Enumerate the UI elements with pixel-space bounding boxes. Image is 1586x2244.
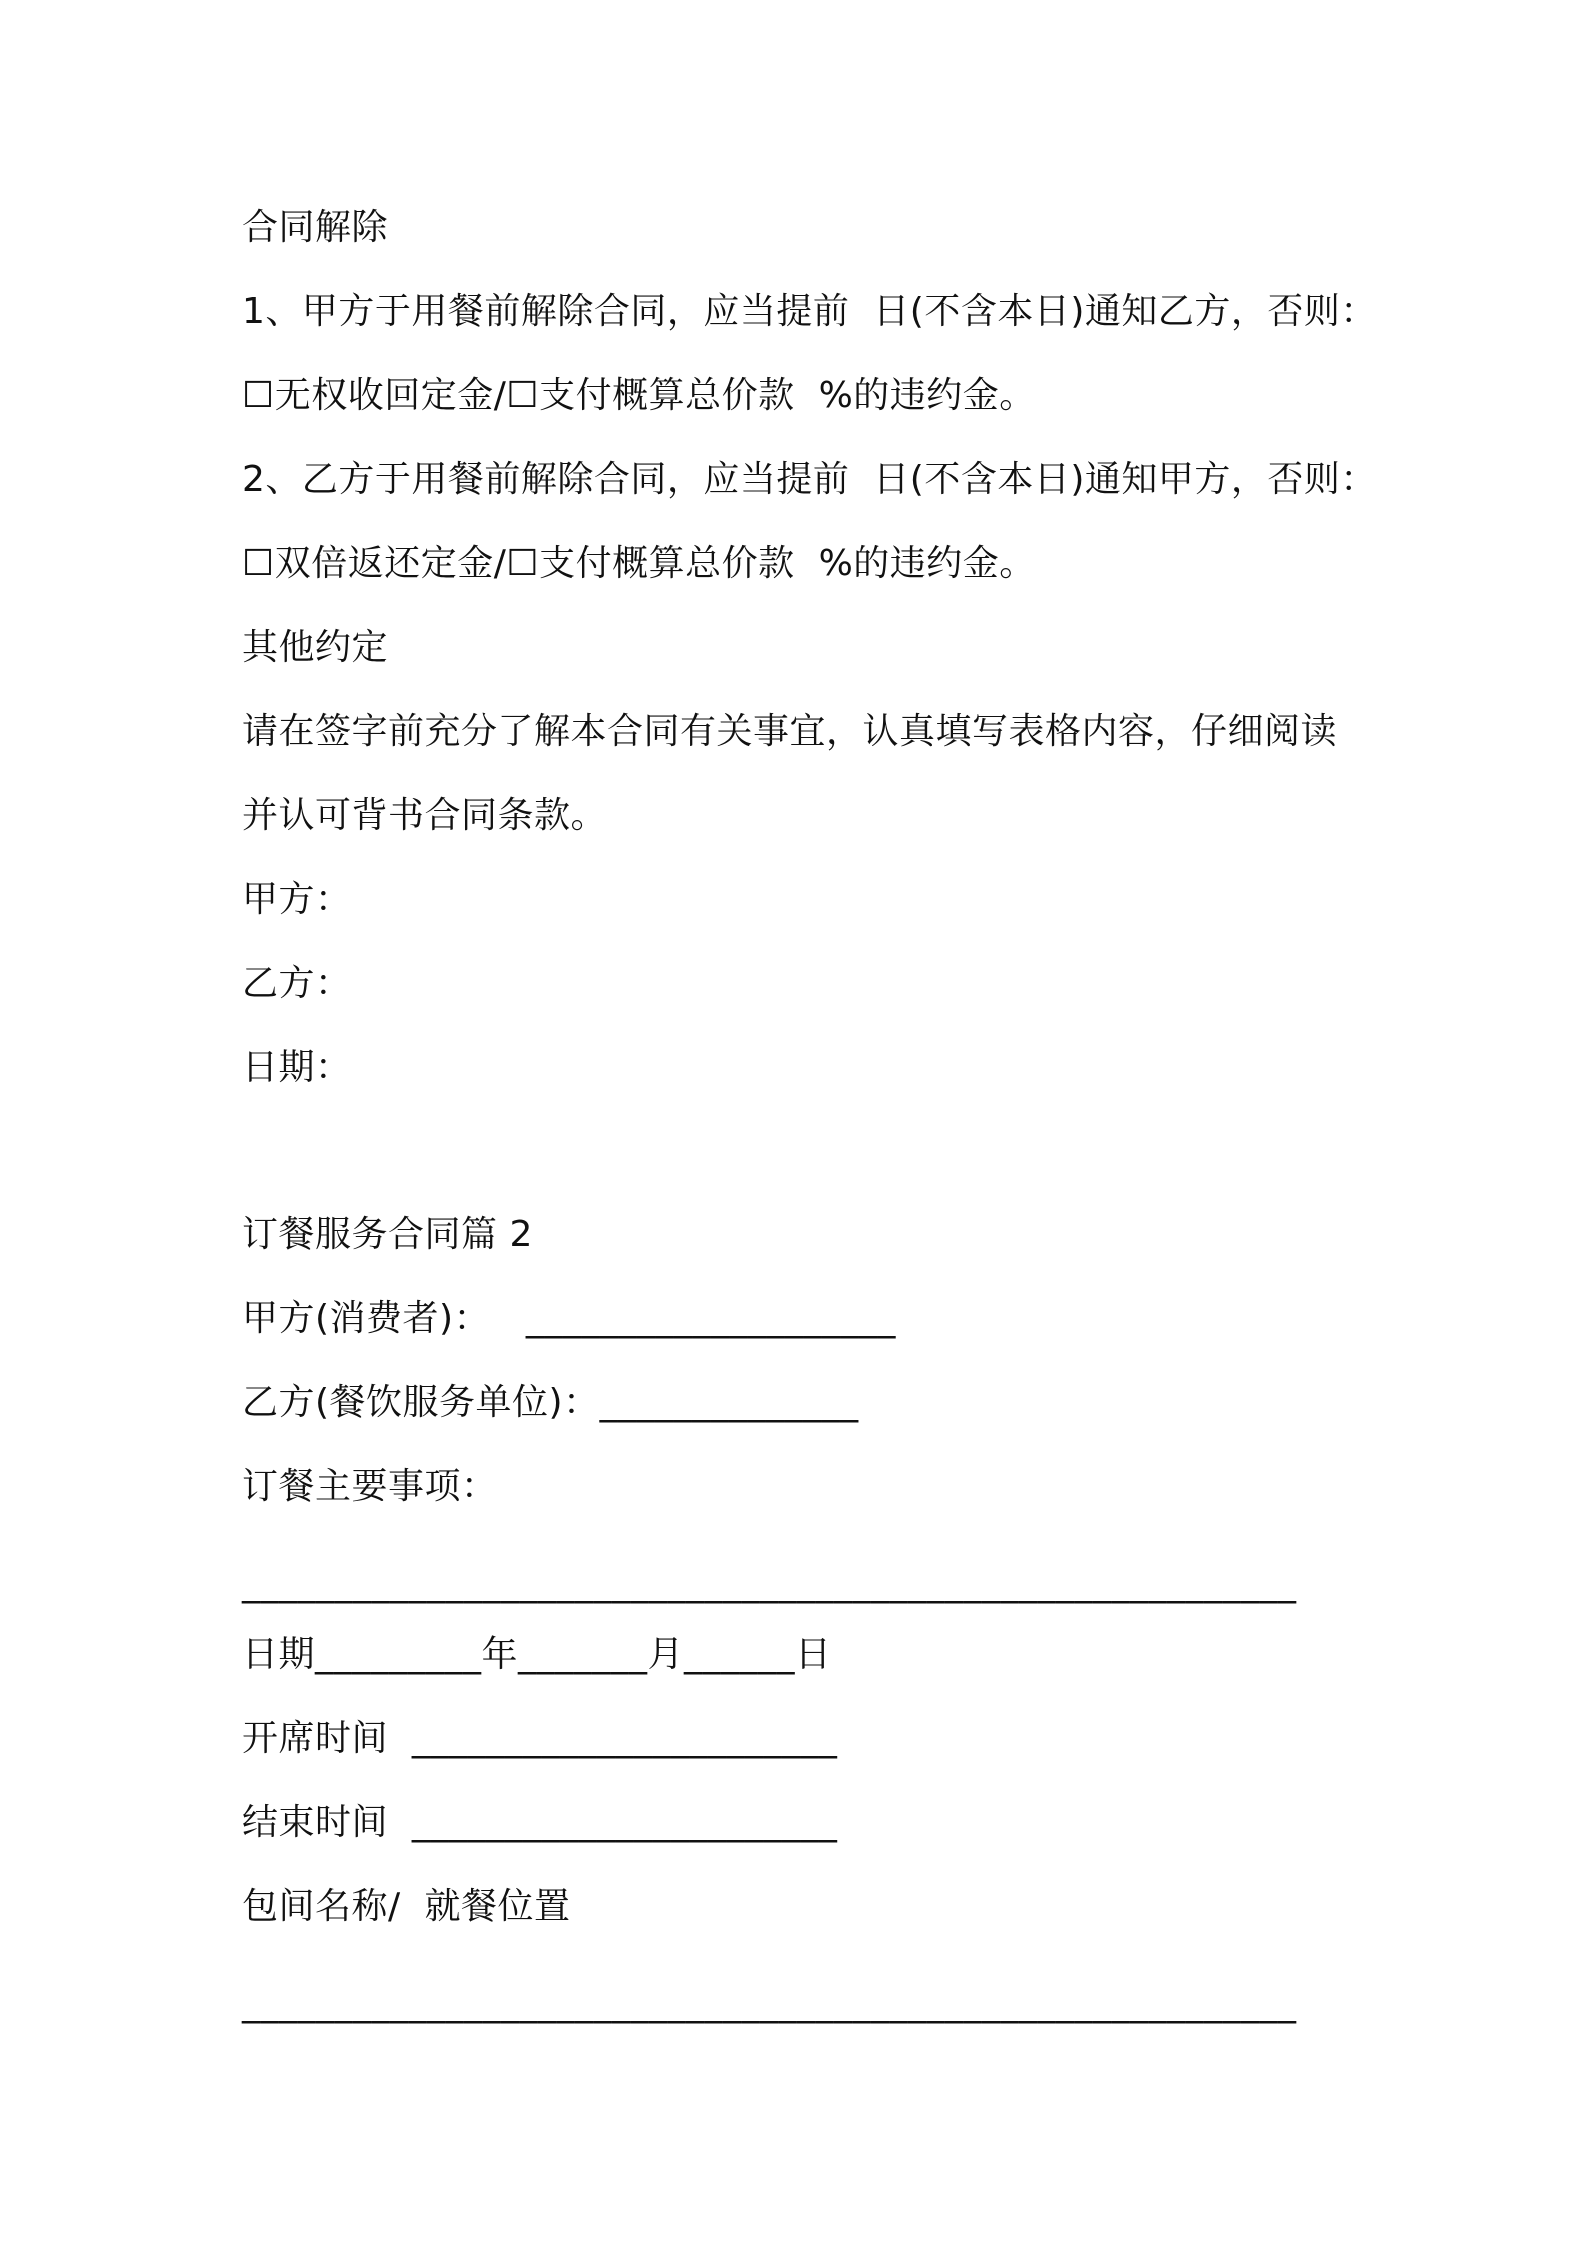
room-blank: _________________________________________________________	[242, 1983, 1297, 2024]
notice-line-2: 并认可背书合同条款。	[242, 795, 608, 836]
start-time-line: 开席时间 _______________________	[242, 1718, 838, 1759]
section-heading-other: 其他约定	[242, 627, 389, 668]
clause-2-options: ☐双倍返还定金/☐支付概算总价款 %的违约金。	[242, 543, 1036, 584]
contract-2-title: 订餐服务合同篇 2	[242, 1214, 533, 1255]
contract-2-party-b: 乙方(餐饮服务单位)：______________	[242, 1382, 859, 1423]
main-items-blank: _________________________________________________________	[242, 1563, 1297, 1604]
contract-2-party-a: 甲方(消费者)： ____________________	[242, 1298, 896, 1339]
room-label: 包间名称/ 就餐位置	[242, 1886, 571, 1927]
clause-1: 1、甲方于用餐前解除合同，应当提前 日(不含本日)通知乙方，否则：	[242, 291, 1377, 332]
end-time-line: 结束时间 _______________________	[242, 1802, 838, 1843]
main-items-label: 订餐主要事项：	[242, 1466, 498, 1507]
signature-party-b: 乙方：	[242, 963, 352, 1004]
signature-party-a: 甲方：	[242, 879, 352, 920]
section-heading-termination: 合同解除	[242, 207, 389, 248]
date-line: 日期_________年_______月______日	[242, 1634, 832, 1675]
clause-1-options: ☐无权收回定金/☐支付概算总价款 %的违约金。	[242, 375, 1036, 416]
clause-2: 2、乙方于用餐前解除合同，应当提前 日(不含本日)通知甲方，否则：	[242, 459, 1377, 500]
notice-line-1: 请在签字前充分了解本合同有关事宜，认真填写表格内容，仔细阅读	[242, 711, 1338, 752]
signature-date: 日期：	[242, 1047, 352, 1088]
